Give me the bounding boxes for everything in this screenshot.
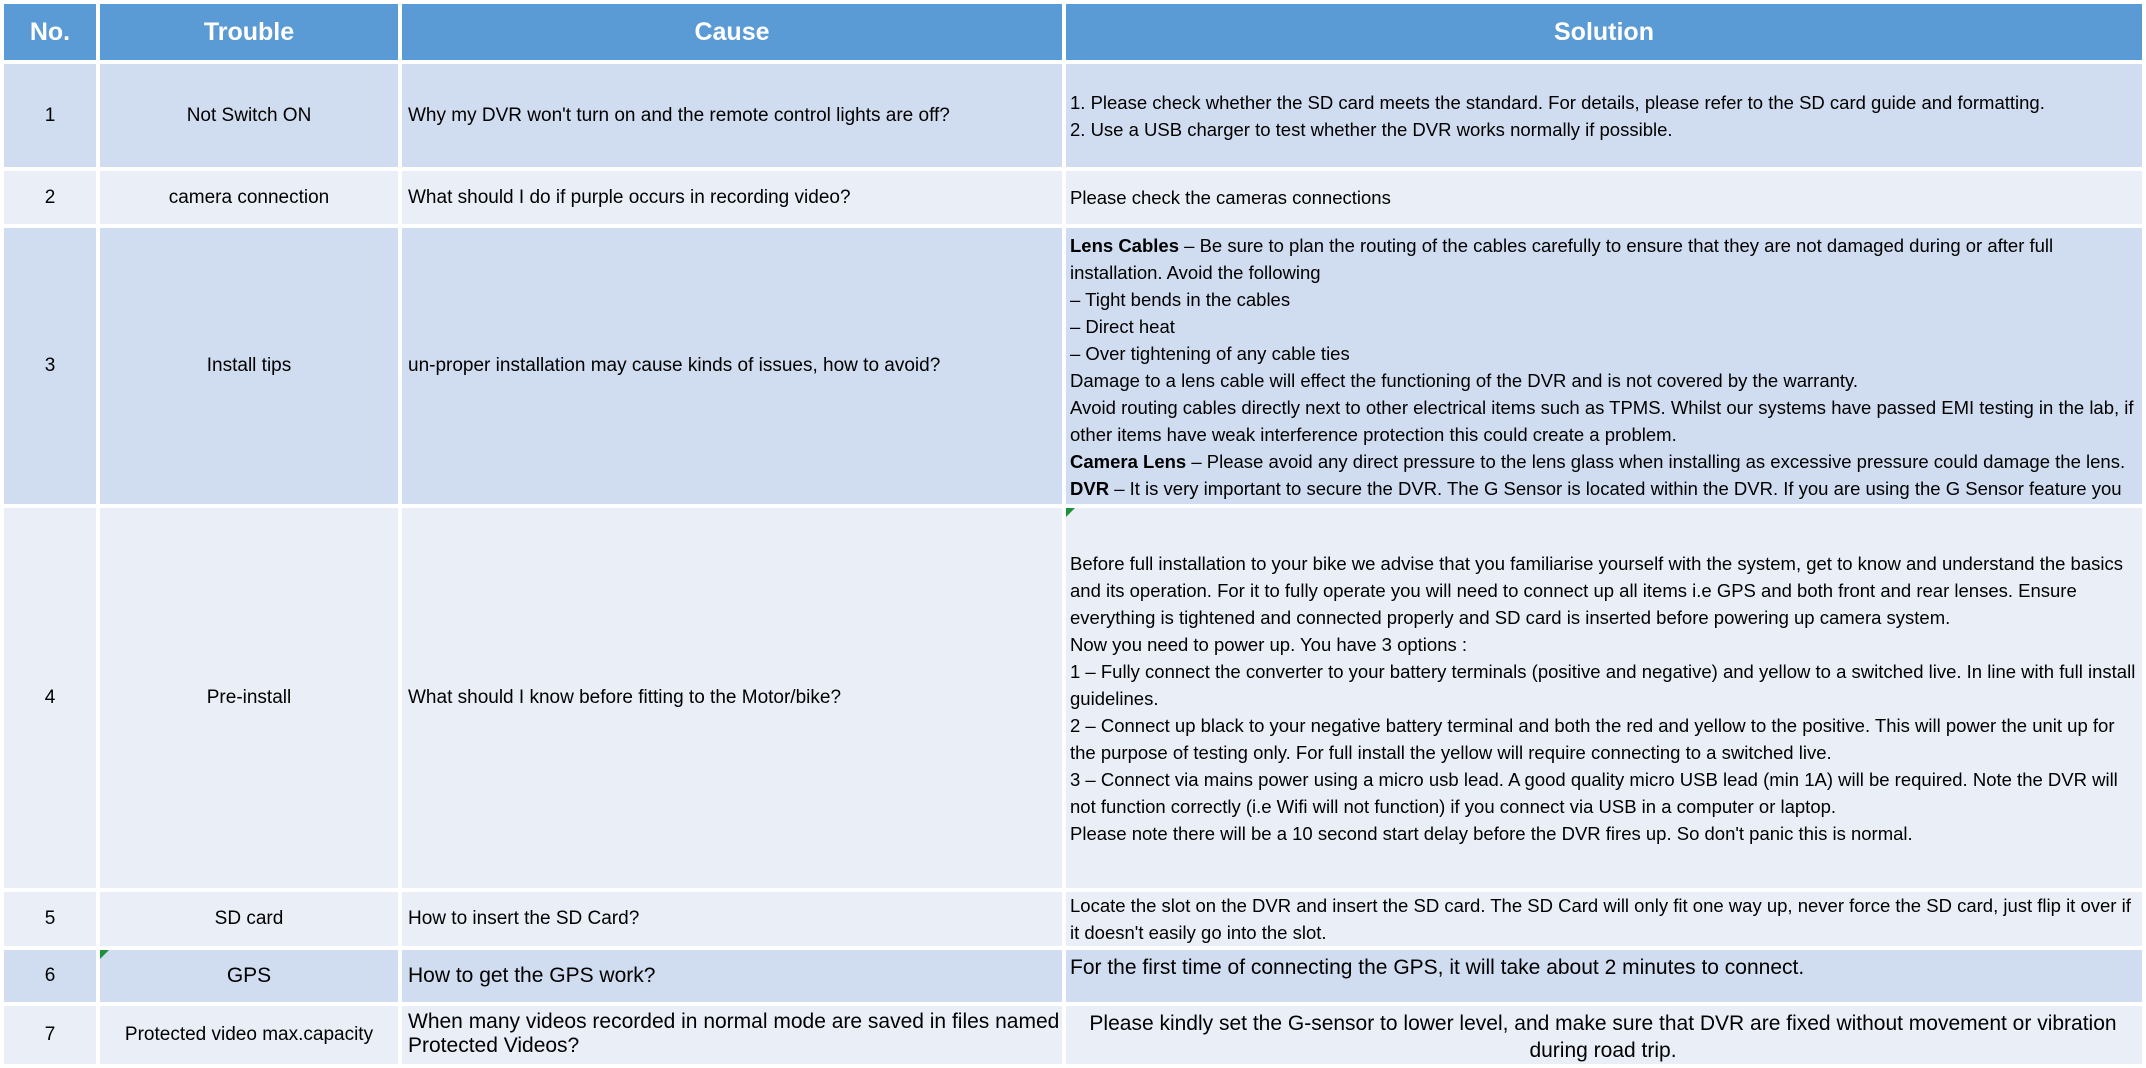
solution-line: Please note there will be a 10 second start delay before the DVR fires up. So don't panic this is normal. [1070, 822, 1913, 844]
row-number: 2 [2, 169, 98, 226]
header-cause: Cause [400, 2, 1064, 62]
table-row [2, 948, 2144, 1004]
cause-cell: How to get the GPS work? [400, 948, 1064, 1004]
solution-line [1070, 232, 2136, 286]
header-row [2, 2, 2144, 62]
solution-clip [1070, 232, 2136, 502]
table-row [2, 1004, 2144, 1066]
solution-line: Please check the cameras connections [1070, 187, 1391, 208]
header-trouble: Trouble [98, 2, 400, 62]
table-row [2, 226, 2144, 506]
row-number: 6 [2, 948, 98, 1004]
row-number: 3 [2, 226, 98, 506]
solution-cell [1064, 226, 2144, 506]
trouble-cell: camera connection [98, 169, 400, 226]
solution-cell [1064, 169, 2144, 226]
solution-line: – Over tightening of any cable ties [1070, 343, 1350, 364]
solution-line: Now you need to power up. You have 3 options : [1070, 633, 1468, 655]
solution-line: – Tight bends in the cables [1070, 289, 1291, 310]
solution-line: 1 – Fully connect the converter to your battery terminals (positive and negative) and yellow to a switched live. In line with full install guidelines. [1070, 660, 2136, 709]
row-number: 1 [2, 62, 98, 169]
trouble-cell: Protected video max.capacity [98, 1004, 400, 1066]
solution-line: Before full installation to your bike we advise that you familiarise yourself with the system, get to know and understand the basics and its operation. For it to fully operate you will need to connect up all items i.e GPS and both front and rear lenses. Ensure everything is tightened and connected properly and SD card is inserted before powering up camera system. [1070, 552, 2123, 628]
row-number: 7 [2, 1004, 98, 1066]
solution-cell [1064, 948, 2144, 1004]
solution-line: 2 – Connect up black to your negative battery terminal and both the red and yellow to the positive. This will power the unit up for the purpose of testing only. For full install the yellow will require connecting to a switched live. [1070, 714, 2115, 763]
solution-cell [1064, 506, 2144, 890]
solution-line: 3 – Connect via mains power using a micro usb lead. A good quality micro USB lead (min 1A) will be required. Note the DVR will not function correctly (i.e Wifi will not function) if you connect via USB in a computer or laptop. [1070, 768, 2118, 817]
bold-label: Camera Lens [1070, 451, 1187, 472]
solution-cell [1064, 890, 2144, 948]
trouble-cell: SD card [98, 890, 400, 948]
table-row [2, 506, 2144, 890]
solution-text: – It is very important to secure the DVR. The G Sensor is located within the DVR. If you are using the G Sensor feature you [1114, 478, 2122, 499]
solution-line: Damage to a lens cable will effect the functioning of the DVR and is not covered by the warranty. [1070, 370, 1859, 391]
cause-cell: How to insert the SD Card? [400, 890, 1064, 948]
header-no: No. [2, 2, 98, 62]
cause-cell: Why my DVR won't turn on and the remote control lights are off? [400, 62, 1064, 169]
solution-cell [1064, 62, 2144, 169]
solution-line [1070, 448, 2136, 475]
cause-cell: What should I know before fitting to the Motor/bike? [400, 506, 1064, 890]
cause-cell: What should I do if purple occurs in recording video? [400, 169, 1064, 226]
solution-line: For the first time of connecting the GPS, it will take about 2 minutes to connect. [1070, 956, 1805, 979]
trouble-cell: Not Switch ON [98, 62, 400, 169]
trouble-cell: Install tips [98, 226, 400, 506]
table-row [2, 890, 2144, 948]
solution-line: Avoid routing cables directly next to other electrical items such as TPMS. Whilst our systems have passed EMI testing in the lab, if other items have weak interference protection this could create a problem. [1070, 397, 2134, 445]
table-row [2, 62, 2144, 169]
solution-line: Locate the slot on the DVR and insert the SD card. The SD Card will only fit one way up, never force the SD card, just flip it over if it doesn't easily go into the slot. [1070, 895, 2131, 943]
solution-text: – Please avoid any direct pressure to the lens glass when installing as excessive pressure could damage the lens. [1186, 451, 2126, 472]
solution-line: – Direct heat [1070, 316, 1175, 337]
table-row [2, 169, 2144, 226]
solution-cell [1064, 1004, 2144, 1066]
row-number: 5 [2, 890, 98, 948]
row-number: 4 [2, 506, 98, 890]
cause-cell: When many videos recorded in normal mode are saved in files named Protected Videos? [400, 1004, 1064, 1066]
bold-label: DVR [1070, 478, 1110, 499]
solution-line: 2. Use a USB charger to test whether the DVR works normally if possible. [1070, 118, 1673, 140]
cause-cell: un-proper installation may cause kinds of issues, how to avoid? [400, 226, 1064, 506]
header-solution: Solution [1064, 2, 2144, 62]
solution-text: – Be sure to plan the routing of the cables carefully to ensure that they are not damaged during or after full installation. Avoid the following [1070, 235, 2054, 283]
solution-line: Please kindly set the G-sensor to lower level, and make sure that DVR are fixed without movement or vibration during road trip. [1089, 1012, 2117, 1062]
bold-label: Lens Cables [1070, 235, 1179, 256]
solution-line: 1. Please check whether the SD card meets the standard. For details, please refer to the SD card guide and formatting. [1070, 91, 2045, 113]
trouble-cell: Pre-install [98, 506, 400, 890]
trouble-cell: GPS [98, 948, 400, 1004]
